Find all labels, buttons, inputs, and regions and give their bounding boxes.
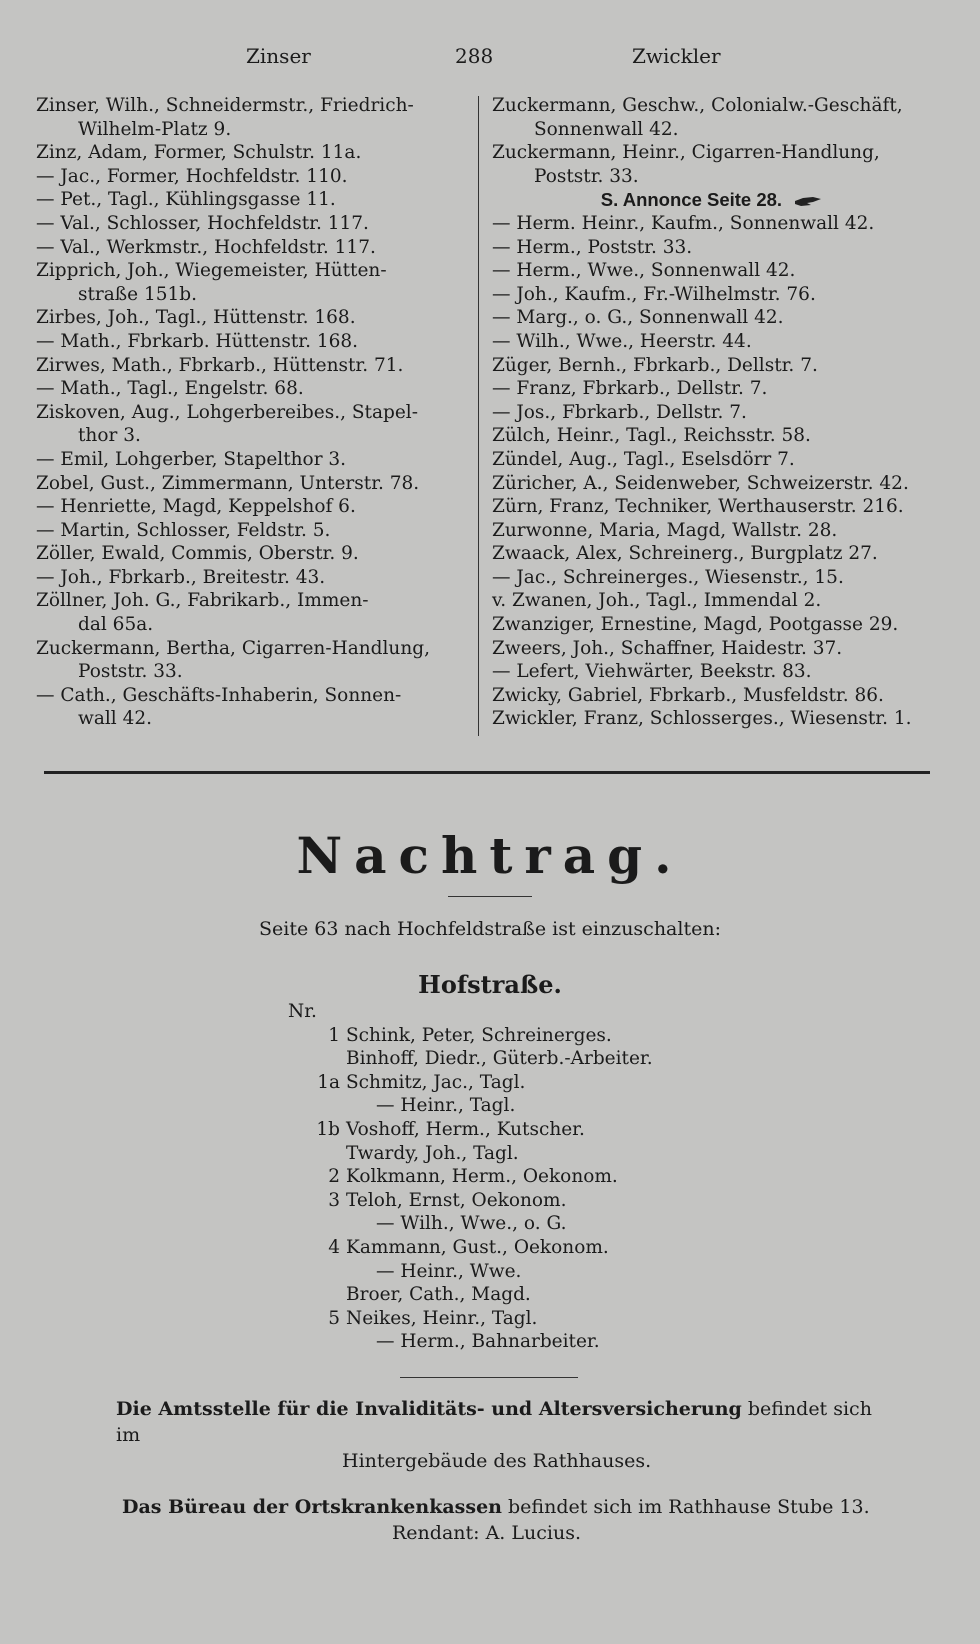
header-last-name: Zwickler (632, 44, 721, 68)
table-row (302, 1189, 762, 1213)
table-row (302, 1118, 762, 1142)
list-item: — Lefert, Viehwärter, Beekstr. 83. (492, 661, 812, 683)
table-row (302, 1260, 762, 1284)
list-item: Zinser, Wilh., Schneidermstr., Friedrich- (36, 95, 414, 116)
list-item: — Math., Tagl., Engelstr. 68. (36, 378, 304, 400)
list-item: Sonnenwall 42. (534, 118, 679, 140)
table-row (302, 1047, 762, 1071)
list-item: Zurwonne, Maria, Magd, Wallstr. 28. (492, 519, 838, 541)
street-residents (288, 1000, 762, 1354)
notice-rule (400, 1377, 578, 1378)
table-row (302, 1283, 762, 1307)
house-number: 3 (328, 1189, 340, 1211)
table-row (302, 1236, 762, 1260)
house-number: 1b (316, 1118, 340, 1140)
house-number (302, 1212, 346, 1236)
table-row (302, 1094, 762, 1118)
supplement-title: Nachtrag. (296, 826, 684, 885)
list-item: Zirbes, Joh., Tagl., Hüttenstr. 168. (36, 307, 356, 329)
list-item: Züricher, A., Seidenweber, Schweizerstr. 42. (492, 472, 909, 494)
list-item: Zwickler, Franz, Schlosserges., Wiesenstr. 1. (492, 708, 912, 730)
page-header (0, 44, 980, 74)
list-item: Poststr. 33. (78, 661, 183, 683)
list-item: Ziskoven, Aug., Lohgerbereibes., Stapel- (36, 401, 418, 423)
list-item: — Val., Schlosser, Hochfeldstr. 117. (36, 212, 369, 234)
list-item: wall 42. (78, 708, 152, 730)
list-item: — Pet., Tagl., Kühlingsgasse 11. (36, 189, 336, 211)
list-item: Wilhelm-Platz 9. (78, 118, 232, 140)
list-item: — Franz, Fbrkarb., Dellstr. 7. (492, 378, 768, 400)
list-item: — Marg., o. G., Sonnenwall 42. (492, 307, 784, 329)
list-item: Zwanziger, Ernestine, Magd, Pootgasse 29. (492, 614, 899, 636)
list-item: dal 65a. (78, 614, 154, 636)
table-row (302, 1142, 762, 1166)
list-item: Zülch, Heinr., Tagl., Reichsstr. 58. (492, 425, 811, 447)
list-item: — Jos., Fbrkarb., Dellstr. 7. (492, 401, 747, 423)
resident: Voshoff, Herm., Kutscher. (346, 1118, 585, 1140)
resident: Schmitz, Jac., Tagl. (346, 1071, 526, 1093)
title-rule (448, 896, 532, 897)
resident: Twardy, Joh., Tagl. (346, 1142, 519, 1164)
notice-bold: Die Amtsstelle für die Invaliditäts- und Altersversicherung (116, 1398, 742, 1420)
resident: — Heinr., Tagl. (376, 1095, 516, 1117)
list-item: Zöller, Ewald, Commis, Oberstr. 9. (36, 543, 359, 565)
annonce-reference (492, 188, 932, 212)
notice-line2: Hintergebäude des Rathhauses. (342, 1450, 652, 1472)
resident: Broer, Cath., Magd. (346, 1284, 531, 1306)
resident: Schink, Peter, Schreinerges. (346, 1024, 612, 1046)
table-row (302, 1212, 762, 1236)
list-item: Zündel, Aug., Tagl., Eselsdörr 7. (492, 448, 795, 470)
list-item: — Cath., Geschäfts-Inhaberin, Sonnen- (36, 684, 402, 706)
house-number (302, 1283, 346, 1307)
house-number: 5 (328, 1307, 340, 1329)
section-divider (44, 771, 930, 774)
list-item: thor 3. (78, 425, 141, 447)
list-item: Zobel, Gust., Zimmermann, Unterstr. 78. (36, 472, 420, 494)
resident: Neikes, Heinr., Tagl. (346, 1307, 538, 1329)
list-item: — Jac., Schreinerges., Wiesenstr., 15. (492, 566, 844, 588)
column-divider (478, 96, 479, 736)
list-item: Zuckermann, Geschw., Colonialw.-Geschäft, (492, 95, 903, 116)
table-row (302, 1024, 762, 1048)
notice-line2: Rendant: A. Lucius. (392, 1522, 581, 1544)
insurance-office-notice (116, 1396, 886, 1474)
list-item: — Jac., Former, Hochfeldstr. 110. (36, 165, 348, 187)
notice-text: befindet sich im Rathhause Stube 13. (501, 1496, 870, 1518)
nr-label: Nr. (288, 1001, 317, 1022)
pointing-hand-icon (787, 189, 823, 210)
resident: — Herm., Bahnarbeiter. (376, 1331, 600, 1353)
list-item: Zuckermann, Heinr., Cigarren-Handlung, (492, 142, 880, 164)
list-item: — Joh., Fbrkarb., Breitestr. 43. (36, 566, 326, 588)
list-item: — Wilh., Wwe., Heerstr. 44. (492, 330, 752, 352)
list-item: — Henriette, Magd, Keppelshof 6. (36, 496, 356, 518)
list-item: — Math., Fbrkarb. Hüttenstr. 168. (36, 330, 359, 352)
list-item: — Herm. Heinr., Kaufm., Sonnenwall 42. (492, 212, 875, 234)
annonce-text: S. Annonce Seite 28. (600, 189, 783, 211)
house-number: 4 (328, 1236, 340, 1258)
list-item: Zwaack, Alex, Schreinerg., Burgplatz 27. (492, 543, 878, 565)
list-item: — Joh., Kaufm., Fr.-Wilhelmstr. 76. (492, 283, 816, 305)
resident: Teloh, Ernst, Oekonom. (346, 1189, 567, 1211)
house-number (302, 1047, 346, 1071)
list-item: Poststr. 33. (534, 165, 639, 187)
house-number (302, 1094, 346, 1118)
table-row (302, 1071, 762, 1095)
right-column (492, 94, 932, 731)
list-item: straße 151b. (78, 283, 198, 305)
house-number (302, 1330, 346, 1354)
resident: Kammann, Gust., Oekonom. (346, 1236, 609, 1258)
notice-bold: Das Büreau der Ortskrankenkassen (122, 1496, 502, 1518)
header-first-name: Zinser (246, 44, 311, 68)
list-item: — Val., Werkmstr., Hochfeldstr. 117. (36, 236, 376, 258)
list-item: Züger, Bernh., Fbrkarb., Dellstr. 7. (492, 354, 818, 376)
list-item: Zweers, Joh., Schaffner, Haidestr. 37. (492, 637, 843, 659)
insert-note: Seite 63 nach Hochfeldstraße ist einzuschalten: (259, 918, 721, 940)
list-item: v. Zwanen, Joh., Tagl., Immendal 2. (492, 590, 822, 612)
house-number: 2 (328, 1166, 340, 1188)
resident: Binhoff, Diedr., Güterb.-Arbeiter. (346, 1048, 653, 1070)
notice-text: befindet sich im (116, 1398, 872, 1446)
list-item: — Emil, Lohgerber, Stapelthor 3. (36, 448, 347, 470)
list-item: Zöllner, Joh. G., Fabrikarb., Immen- (36, 590, 369, 612)
list-item: Zinz, Adam, Former, Schulstr. 11a. (36, 142, 362, 164)
health-insurance-notice (122, 1494, 882, 1546)
house-number (302, 1142, 346, 1166)
resident: — Heinr., Wwe. (376, 1260, 522, 1282)
list-item: — Herm., Wwe., Sonnenwall 42. (492, 260, 796, 282)
resident: — Wilh., Wwe., o. G. (376, 1213, 567, 1235)
list-item: Zipprich, Joh., Wiegemeister, Hütten- (36, 260, 387, 282)
list-item: Zuckermann, Bertha, Cigarren-Handlung, (36, 637, 430, 659)
list-item: Zürn, Franz, Techniker, Werthauserstr. 216. (492, 496, 904, 518)
house-number: 1a (317, 1071, 340, 1093)
list-item: — Martin, Schlosser, Feldstr. 5. (36, 519, 331, 541)
resident: Kolkmann, Herm., Oekonom. (346, 1166, 618, 1188)
list-item: Zirwes, Math., Fbrkarb., Hüttenstr. 71. (36, 354, 404, 376)
house-number (302, 1260, 346, 1284)
list-item: — Herm., Poststr. 33. (492, 236, 693, 258)
table-row (302, 1330, 762, 1354)
table-row (302, 1165, 762, 1189)
table-row (302, 1307, 762, 1331)
house-number: 1 (328, 1024, 340, 1046)
page-number: 288 (455, 44, 494, 68)
left-column (36, 94, 466, 731)
list-item: Zwicky, Gabriel, Fbrkarb., Musfeldstr. 86. (492, 684, 884, 706)
street-heading: Hofstraße. (418, 970, 562, 999)
